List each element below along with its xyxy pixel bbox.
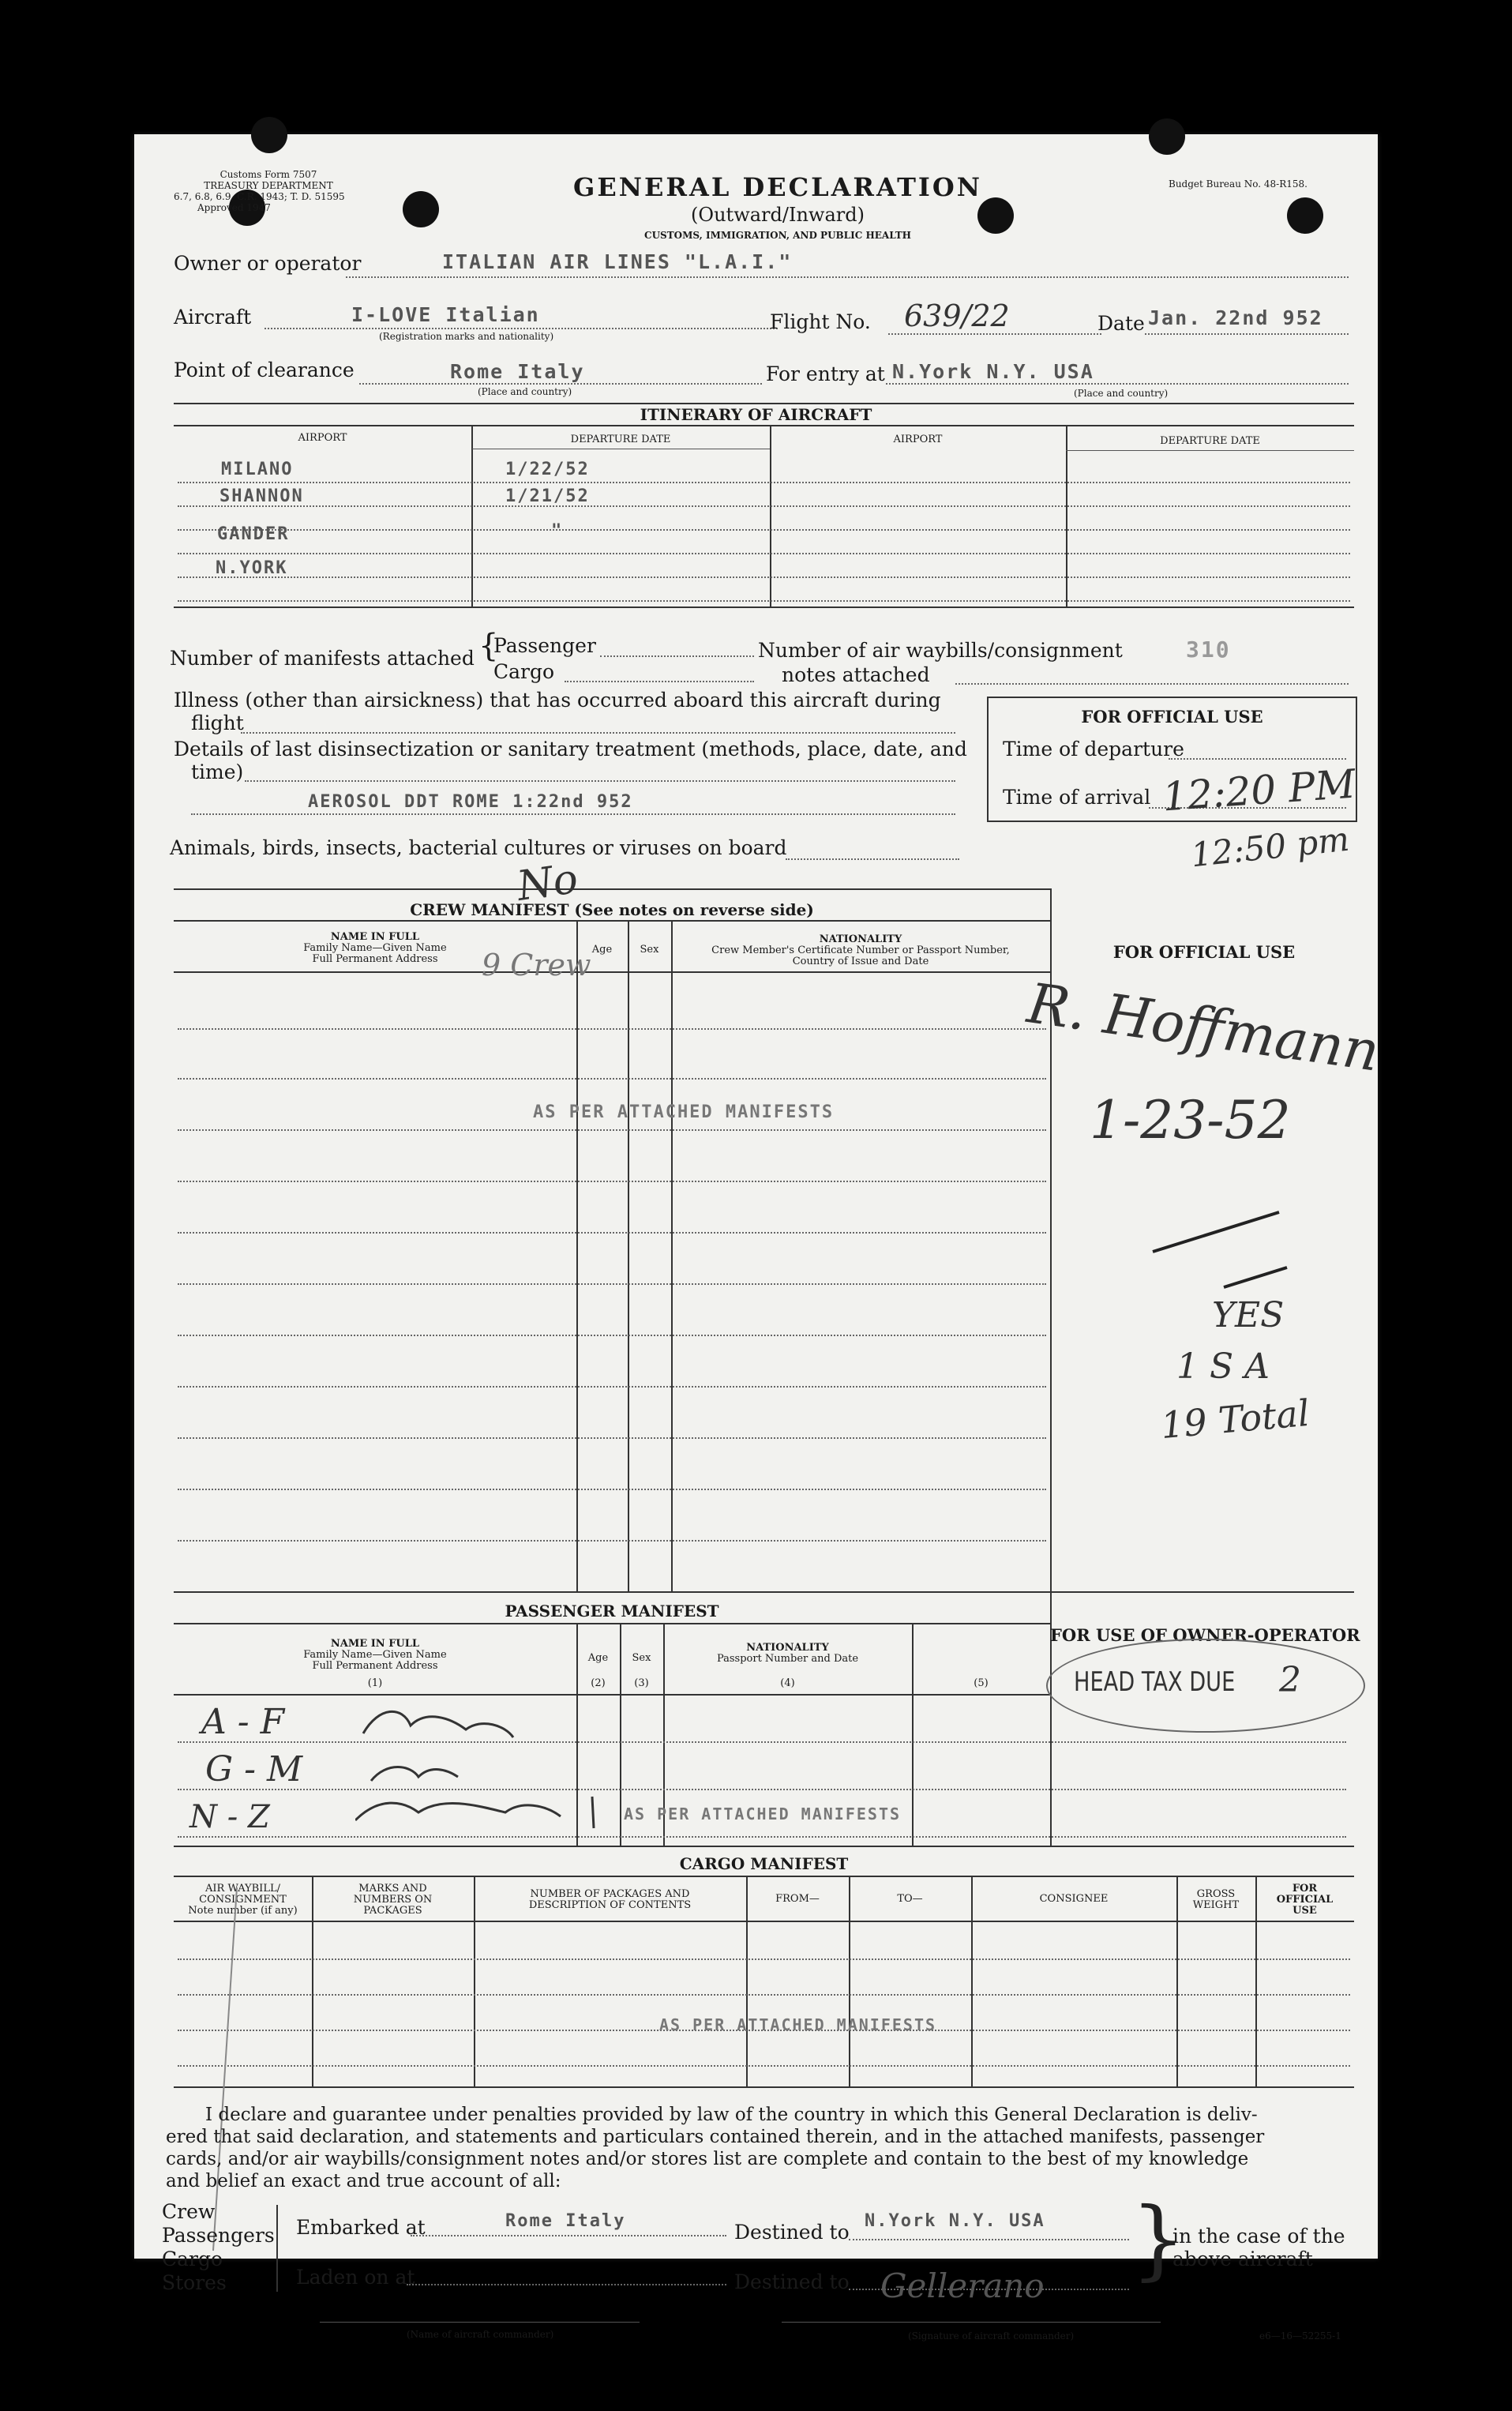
destined-value: N.York N.Y. USA xyxy=(865,2211,1045,2231)
cargo-col4: FROM— xyxy=(775,1893,820,1905)
declaration-line2: ered that said declaration, and statements and particulars contained therein, and in the attached manifests, passenger xyxy=(166,2127,1265,2147)
cargo-col7: GROSS xyxy=(1196,1888,1236,1900)
passenger-label: Passenger xyxy=(493,634,596,657)
animals-value: No xyxy=(514,854,581,911)
department: TREASURY DEPARTMENT xyxy=(204,180,333,191)
cargo-col8c: USE xyxy=(1293,1905,1317,1917)
head-tax-value: 2 xyxy=(1279,1660,1301,1700)
decl-stores: Stores xyxy=(162,2271,227,2294)
form-title: GENERAL DECLARATION xyxy=(573,172,982,202)
official-note2: 1 S A xyxy=(1176,1346,1270,1387)
printer-mark: e6—16—52255-1 xyxy=(1259,2330,1341,2342)
form-paper xyxy=(134,134,1383,2342)
decl-crew: Crew xyxy=(162,2200,216,2223)
pass-col-nat-n: (4) xyxy=(780,1677,795,1689)
entry-note: (Place and country) xyxy=(1074,388,1169,399)
cargo-col1c: Note number (if any) xyxy=(188,1905,298,1917)
form-subsubtitle: CUSTOMS, IMMIGRATION, AND PUBLIC HEALTH xyxy=(644,230,911,241)
itin-col-airport2: AIRPORT xyxy=(893,434,943,445)
arrival-time-value: 12:20 PM xyxy=(1161,760,1357,821)
entry-label: For entry at xyxy=(766,362,885,385)
crew-col-nat2: Crew Member's Certificate Number or Passport Number, xyxy=(711,944,1010,956)
official-signature: R. Hoffmann xyxy=(1023,971,1383,1084)
cargo-label: Cargo xyxy=(493,660,555,683)
official-use-title: FOR OFFICIAL USE xyxy=(1081,707,1263,727)
declaration-line3: cards, and/or air waybills/consignment notes and/or stores list are complete and contain to the best of my knowledge xyxy=(166,2149,1249,2169)
in-case-label: in the case of the xyxy=(1172,2225,1345,2248)
crew-col-nat3: Country of Issue and Date xyxy=(792,956,929,967)
departure-time-label: Time of departure xyxy=(1003,738,1184,760)
cargo-stamp: AS PER ATTACHED MANIFESTS xyxy=(659,2015,937,2034)
illness-label: Illness (other than airsickness) that has occurred aboard this aircraft during xyxy=(174,689,941,712)
owner-use-title: FOR USE OF OWNER-OPERATOR xyxy=(1050,1625,1360,1645)
punch-hole xyxy=(403,191,439,227)
cargo-col2b: NUMBERS ON xyxy=(353,1894,433,1906)
disinsect-label2: time) xyxy=(191,760,244,783)
destined-label: Destined to xyxy=(734,2221,850,2244)
form-number: Customs Form 7507 xyxy=(219,169,317,180)
head-tax-label: HEAD TAX DUE xyxy=(1074,1666,1236,1698)
clearance-label: Point of clearance xyxy=(174,359,355,381)
pass-col-age-n: (2) xyxy=(591,1677,606,1689)
punch-hole xyxy=(251,117,287,153)
above-aircraft-label: above aircraft xyxy=(1172,2248,1313,2270)
disinsect-label: Details of last disinsectization or sanitary treatment (methods, place, date, and xyxy=(174,738,967,760)
official-note1: YES xyxy=(1212,1295,1285,1335)
cargo-col3: NUMBER OF PACKAGES AND xyxy=(530,1888,690,1900)
embarked-label: Embarked at xyxy=(296,2216,426,2239)
cargo-col2c: PACKAGES xyxy=(363,1905,422,1917)
waybills-value: 310 xyxy=(1186,637,1231,663)
date-value: Jan. 22nd 952 xyxy=(1148,306,1323,329)
crew-count: 9 Crew xyxy=(482,948,591,982)
itin-row-date: " xyxy=(551,521,564,541)
aircraft-label: Aircraft xyxy=(174,306,252,329)
declaration-line4: and belief an exact and true account of all: xyxy=(166,2171,561,2191)
commander-name-note: (Name of aircraft commander) xyxy=(407,2329,554,2340)
itin-row-airport: MILANO xyxy=(221,460,294,479)
pass-col-age: Age xyxy=(587,1652,609,1664)
embarked-value: Rome Italy xyxy=(505,2211,626,2231)
pass-col-nat2: Passport Number and Date xyxy=(716,1653,859,1665)
itinerary-title: ITINERARY OF AIRCRAFT xyxy=(640,405,872,424)
budget-number: Budget Bureau No. 48-R158. xyxy=(1169,178,1308,190)
itin-row-date: 1/21/52 xyxy=(505,486,590,506)
brace: { xyxy=(478,628,499,664)
manifests-label: Number of manifests attached xyxy=(170,647,475,670)
flight-label: Flight No. xyxy=(770,310,871,333)
passenger-scribbles xyxy=(355,1702,616,1836)
cargo-col2: MARKS AND xyxy=(358,1883,427,1895)
pass-col-5: (5) xyxy=(974,1677,989,1689)
laden-label: Laden on at xyxy=(296,2266,415,2289)
clearance-note: (Place and country) xyxy=(478,386,572,397)
aircraft-value: I-LOVE Italian xyxy=(351,303,540,326)
arrival-time-value2: 12:50 pm xyxy=(1188,819,1352,875)
crew-col-nat: NATIONALITY xyxy=(819,933,902,945)
pass-col-name-n: (1) xyxy=(367,1677,383,1689)
cargo-title: CARGO MANIFEST xyxy=(679,1854,849,1873)
pass-col-sex: Sex xyxy=(632,1652,651,1664)
itin-col-airport: AIRPORT xyxy=(298,432,347,444)
aircraft-note: (Registration marks and nationality) xyxy=(379,331,554,342)
pass-stamp: AS PER ATTACHED MANIFESTS xyxy=(624,1804,902,1823)
crew-col-name: NAME IN FULL xyxy=(330,931,420,943)
crew-col-name2: Family Name—Given Name xyxy=(303,942,447,954)
form-subtitle: (Outward/Inward) xyxy=(691,204,865,226)
pass-range-3: N - Z xyxy=(189,1799,270,1835)
pass-col-name: NAME IN FULL xyxy=(330,1638,420,1650)
cargo-col5: TO— xyxy=(897,1893,923,1905)
crew-stamp: AS PER ATTACHED MANIFESTS xyxy=(533,1102,835,1122)
declaration-line1: I declare and guarantee under penalties provided by law of the country in which this General Declaration is deliv- xyxy=(205,2105,1258,2125)
commander-signature: Gellerano xyxy=(880,2266,1045,2305)
waybills-label: Number of air waybills/consignment xyxy=(758,639,1123,662)
pass-range-1: A - F xyxy=(201,1702,285,1742)
crew-col-name3: Full Permanent Address xyxy=(312,953,438,965)
cargo-col3b: DESCRIPTION OF CONTENTS xyxy=(528,1899,692,1911)
pass-col-nat: NATIONALITY xyxy=(746,1642,829,1654)
date-label: Date xyxy=(1097,312,1145,335)
pass-col-sex-n: (3) xyxy=(634,1677,649,1689)
official-note3: 19 Total xyxy=(1159,1391,1311,1448)
crew-official-title: FOR OFFICIAL USE xyxy=(1112,942,1296,962)
decl-cargo: Cargo xyxy=(162,2248,223,2270)
itin-row-airport: N.YORK xyxy=(216,558,288,578)
brace-right: } xyxy=(1131,2188,1186,2289)
disinsect-value: AEROSOL DDT ROME 1:22nd 952 xyxy=(308,792,633,812)
illness-label2: flight xyxy=(191,712,244,734)
owner-value: ITALIAN AIR LINES "L.A.I." xyxy=(442,250,793,273)
punch-hole xyxy=(1287,197,1323,234)
itin-col-departure: DEPARTURE DATE xyxy=(570,434,671,445)
pass-col-name3: Full Permanent Address xyxy=(312,1660,438,1672)
passenger-title: PASSENGER MANIFEST xyxy=(505,1602,719,1620)
cargo-col7b: WEIGHT xyxy=(1192,1899,1240,1911)
punch-hole xyxy=(1149,118,1185,155)
destined-label2: Destined to xyxy=(734,2270,850,2293)
approved: Approved 1947 xyxy=(197,202,271,213)
articles: 6.7, 6.8, 6.9, C.R. 1943; T. D. 51595 xyxy=(174,191,345,202)
flight-value: 639/22 xyxy=(904,299,1010,333)
entry-value: N.York N.Y. USA xyxy=(892,360,1094,383)
animals-label: Animals, birds, insects, bacterial cultures or viruses on board xyxy=(170,836,787,859)
cargo-col6: CONSIGNEE xyxy=(1039,1893,1109,1905)
cargo-col8b: OFFICIAL xyxy=(1276,1894,1334,1906)
cargo-col8: FOR xyxy=(1292,1883,1318,1895)
pass-col-name2: Family Name—Given Name xyxy=(303,1649,447,1661)
cargo-col1b: CONSIGNMENT xyxy=(199,1894,287,1906)
waybills-label2: notes attached xyxy=(782,663,930,686)
commander-signature-note: (Signature of aircraft commander) xyxy=(908,2330,1075,2342)
official-date: 1-23-52 xyxy=(1090,1090,1291,1151)
crew-col-sex: Sex xyxy=(640,944,659,956)
cargo-col1: AIR WAYBILL/ xyxy=(205,1883,280,1895)
decl-passengers: Passengers xyxy=(162,2224,275,2247)
itin-row-date: 1/22/52 xyxy=(505,460,590,479)
crew-col-age: Age xyxy=(591,944,613,956)
owner-label: Owner or operator xyxy=(174,252,362,275)
itin-col-departure2: DEPARTURE DATE xyxy=(1160,435,1260,447)
arrival-time-label: Time of arrival xyxy=(1003,786,1151,809)
itin-row-airport: GANDER xyxy=(217,524,290,544)
crew-title: CREW MANIFEST (See notes on reverse side) xyxy=(410,900,814,919)
pass-range-2: G - M xyxy=(205,1749,303,1789)
handwritten-strokes xyxy=(1145,1192,1326,1295)
clearance-value: Rome Italy xyxy=(450,360,585,383)
itin-row-airport: SHANNON xyxy=(219,486,304,506)
